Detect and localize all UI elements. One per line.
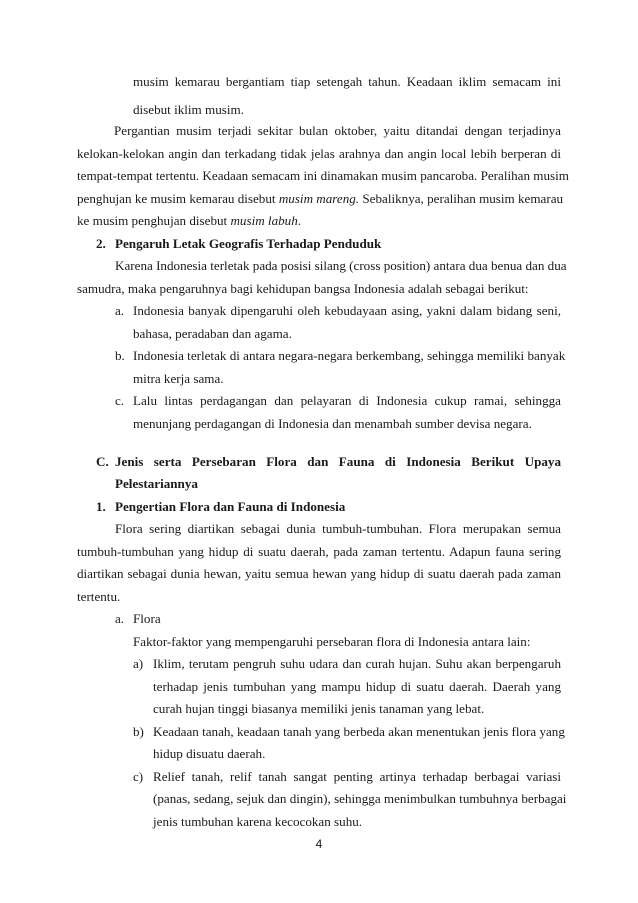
section-1-title: Pengertian Flora dan Fauna di Indonesia — [115, 499, 346, 514]
section-1-para-line-2: tumbuh-tumbuhan yang hidup di suatu daerah, pada zaman tertentu. Adapun fauna sering — [77, 544, 561, 559]
list-item-b-line-1: Indonesia terletak di antara negara-negara berkembang, sehingga memiliki banyak — [133, 348, 566, 363]
factor-marker-b: b) — [133, 724, 144, 739]
intro-line-1: musim kemarau bergantiam tiap setengah tahun. Keadaan iklim semacam ini — [133, 74, 561, 89]
text-span: Sebaliknya, peralihan musim kemarau — [359, 191, 564, 206]
flora-intro: Faktor-faktor yang mempengaruhi persebaran flora di Indonesia antara lain: — [133, 634, 531, 649]
list-marker-b: b. — [115, 348, 125, 363]
pancaroba-line-5 — [77, 213, 301, 229]
factor-a-line-3: curah hujan tinggi biasanya memiliki jenis tanaman yang lebat. — [153, 701, 485, 716]
list-item-c-line-2: menunjang perdagangan di Indonesia dan menambah sumber devisa negara. — [133, 416, 532, 431]
factor-marker-a: a) — [133, 656, 144, 671]
text-span: penghujan ke musim kemarau disebut — [77, 191, 279, 206]
section-c-title-line-1: Jenis serta Persebaran Flora dan Fauna di Indonesia Berikut Upaya — [115, 454, 561, 469]
term-musim-mareng: musim mareng. — [278, 191, 360, 206]
factor-b-line-1: Keadaan tanah, keadaan tanah yang berbeda akan menentukan jenis flora yang — [153, 724, 565, 739]
section-2-para-line-1: Karena Indonesia terletak pada posisi silang (cross position) antara dua benua dan dua — [115, 258, 567, 273]
section-c-marker: C. — [96, 454, 109, 469]
list-marker-a: a. — [115, 303, 125, 318]
factor-c-line-1: Relief tanah, relif tanah sangat penting artinya terhadap berbagai variasi — [153, 769, 561, 784]
list-item-a-line-1: Indonesia banyak dipengaruhi oleh kebudayaan asing, yakni dalam bidang seni, — [133, 303, 561, 318]
pancaroba-line-4 — [77, 191, 564, 207]
list-item-b-line-2: mitra kerja sama. — [133, 371, 224, 386]
term-musim-labuh: musim labuh — [230, 213, 298, 228]
section-c-title-line-2: Pelestariannya — [115, 476, 198, 491]
text-span: ke musim penghujan disebut — [77, 213, 231, 228]
factor-marker-c: c) — [133, 769, 144, 784]
page-number: 4 — [315, 837, 323, 851]
pancaroba-line-2: kelokan-kelokan angin dan terkadang tidak jelas arahnya dan angin local lebih berperan di — [77, 146, 561, 161]
section-2-para-line-2: samudra, maka pengaruhnya bagi kehidupan bangsa Indonesia adalah sebagai berikut: — [77, 281, 529, 296]
section-1-para-line-1: Flora sering diartikan sebagai dunia tumbuh-tumbuhan. Flora merupakan semua — [115, 521, 561, 536]
factor-a-line-2: terhadap jenis tumbuhan yang mampu hidup di suatu daerah. Daerah yang — [153, 679, 561, 694]
pancaroba-line-1: Pergantian musim terjadi sekitar bulan oktober, yaitu ditandai dengan terjadinya — [114, 123, 561, 138]
factor-c-line-2: (panas, sedang, sejuk dan dingin), sehingga menimbulkan tumbuhnya berbagai — [153, 791, 567, 806]
text-span: . — [297, 213, 302, 228]
section-2-title: Pengaruh Letak Geografis Terhadap Penduduk — [115, 236, 382, 251]
section-1-para-line-3: diartikan sebagai dunia hewan, yaitu semua hewan yang hidup di suatu daerah pada zaman — [77, 566, 561, 581]
section-2-number: 2. — [96, 236, 106, 251]
intro-line-2: disebut iklim musim. — [133, 102, 244, 117]
section-1-number: 1. — [96, 499, 106, 514]
section-1-para-line-4: tertentu. — [77, 589, 121, 604]
factor-b-line-2: hidup disuatu daerah. — [153, 746, 266, 761]
factor-a-line-1: Iklim, terutam pengruh suhu udara dan curah hujan. Suhu akan berpengaruh — [153, 656, 561, 671]
list-item-c-line-1: Lalu lintas perdagangan dan pelayaran di Indonesia cukup ramai, sehingga — [133, 393, 561, 408]
list-marker-c: c. — [115, 393, 125, 408]
pancaroba-line-3: tempat-tempat tertentu. Keadaan semacam ini dinamakan musim pancaroba. Peralihan musim — [77, 168, 569, 183]
flora-title: Flora — [133, 611, 161, 626]
list-item-a-line-2: bahasa, peradaban dan agama. — [133, 326, 292, 341]
factor-c-line-3: jenis tumbuhan karena kecocokan suhu. — [153, 814, 363, 829]
flora-marker: a. — [115, 611, 125, 626]
